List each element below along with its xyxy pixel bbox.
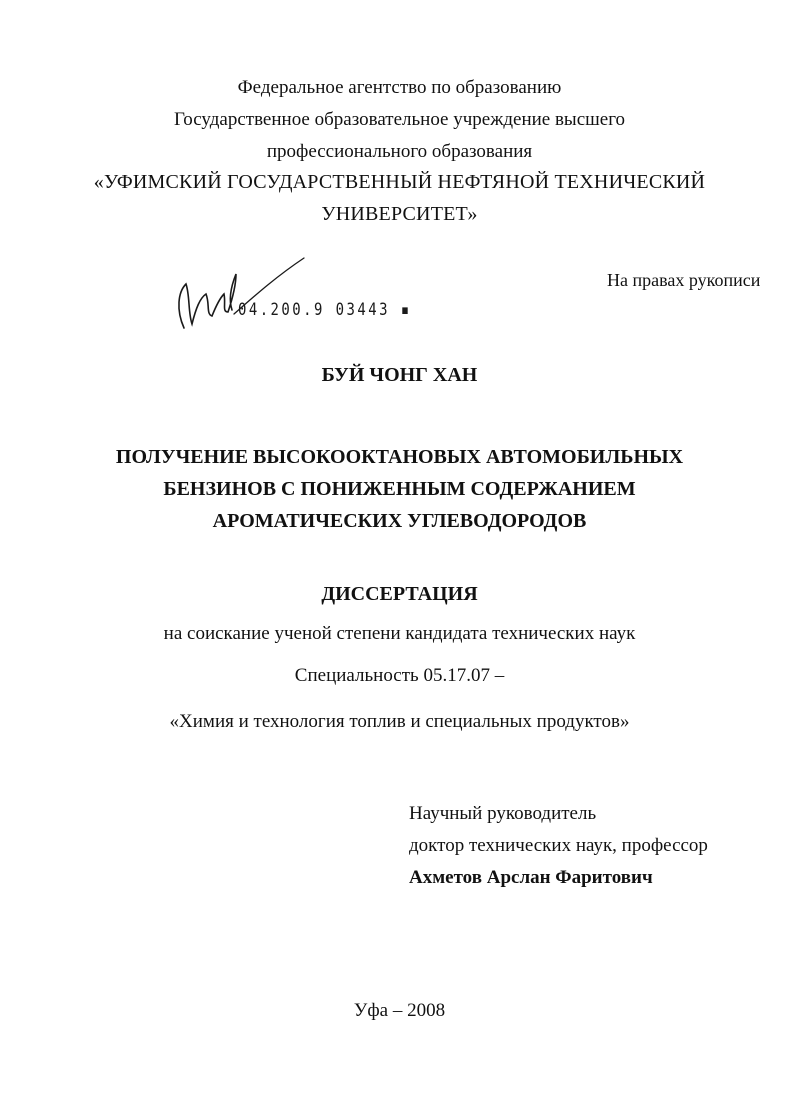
agency-line: Федеральное агентство по образованию: [237, 77, 562, 98]
supervisor-label: Научный руководитель: [409, 803, 597, 824]
author-name: БУЙ ЧОНГ ХАН: [321, 364, 478, 386]
thesis-title-line-3: АРОМАТИЧЕСКИХ УГЛЕВОДОРОДОВ: [212, 510, 587, 532]
thesis-title-line-1: ПОЛУЧЕНИЕ ВЫСОКООКТАНОВЫХ АВТОМОБИЛЬНЫХ: [115, 446, 684, 468]
city-year: Уфа – 2008: [353, 1000, 446, 1021]
document-type: ДИССЕРТАЦИЯ: [321, 583, 478, 605]
stamp-mark-icon: ▪: [389, 300, 412, 320]
registration-stamp-number: 04.200.9 03443: [238, 300, 390, 320]
registration-stamp: [238, 300, 412, 320]
university-line-1: «УФИМСКИЙ ГОСУДАРСТВЕННЫЙ НЕФТЯНОЙ ТЕХНИЧЕСКИЙ: [93, 171, 706, 193]
manuscript-note: На правах рукописи: [607, 270, 761, 290]
handwritten-signature: [170, 250, 320, 340]
institution-line-1: Государственное образовательное учреждение высшего: [173, 109, 626, 130]
supervisor-name: Ахметов Арслан Фаритович: [409, 867, 653, 888]
degree-line: на соискание ученой степени кандидата технических наук: [163, 623, 636, 644]
specialty-name: «Химия и технология топлив и специальных продуктов»: [169, 711, 630, 732]
specialty-code: Специальность 05.17.07 –: [294, 665, 505, 686]
thesis-title-line-2: БЕНЗИНОВ С ПОНИЖЕННЫМ СОДЕРЖАНИЕМ: [163, 478, 636, 500]
supervisor-degree: доктор технических наук, профессор: [409, 835, 708, 856]
institution-line-2: профессионального образования: [266, 141, 533, 162]
university-line-2: УНИВЕРСИТЕТ»: [321, 203, 478, 225]
